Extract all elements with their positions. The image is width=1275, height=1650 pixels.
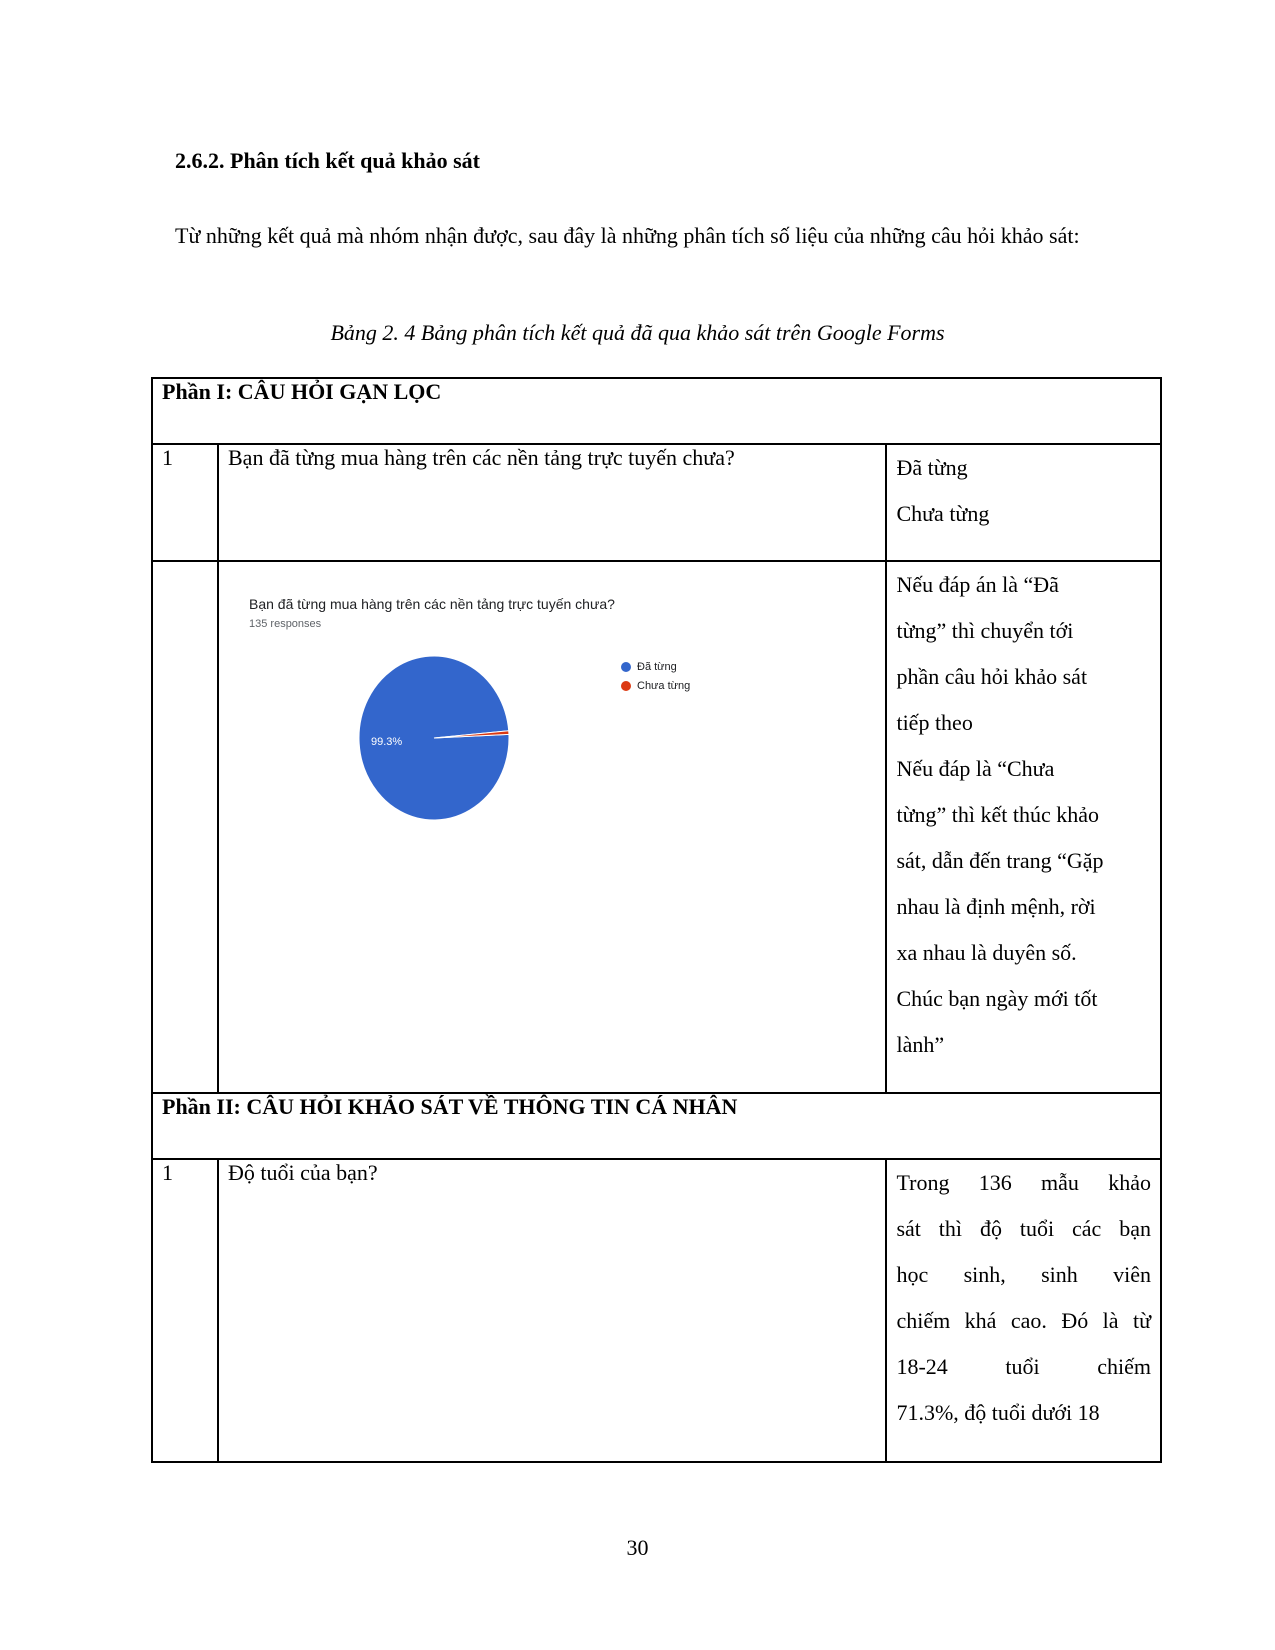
legend-item: [621, 657, 690, 676]
answer-options: [886, 444, 1161, 561]
pie-svg: [359, 656, 569, 836]
text-line: tiếp theo: [896, 710, 973, 735]
text-line: xa nhau là duyên số.: [896, 940, 1077, 965]
option-item: Chưa từng: [896, 501, 990, 526]
part2-title: Phần II: CÂU HỎI KHẢO SÁT VỀ THÔNG TIN CÁ NHÂN: [152, 1093, 1161, 1159]
text-line: Nếu đáp án là “Đã: [896, 572, 1059, 597]
chart-cell: [218, 561, 886, 1093]
text-line: sát thì độ tuổi các bạn: [896, 1216, 1151, 1241]
legend-swatch: [621, 681, 631, 691]
text-line: từng” thì chuyển tới: [896, 618, 1074, 643]
intro-paragraph: Từ những kết quả mà nhóm nhận được, sau đây là những phân tích số liệu của những câu hỏi khảo sát:: [175, 223, 1080, 248]
legend-label: Đã từng: [637, 660, 677, 673]
pie-data-label: 99.3%: [371, 736, 403, 748]
chart-subtitle: 135 responses: [249, 618, 322, 630]
chart-title: Bạn đã từng mua hàng trên các nền tảng trực tuyến chưa?: [249, 596, 615, 612]
text-line: lành”: [896, 1032, 945, 1057]
text-line: Chúc bạn ngày mới tốt: [896, 986, 1098, 1011]
part1-header-row: [152, 378, 1161, 444]
legend-swatch: [621, 662, 631, 672]
text-line: 71.3%, độ tuổi dưới 18: [896, 1400, 1100, 1425]
question-number: 1: [152, 1159, 218, 1462]
text-line: Nếu đáp là “Chưa: [896, 756, 1055, 781]
routing-note: [886, 561, 1161, 1093]
option-item: Đã từng: [896, 455, 968, 480]
page-number: 30: [626, 1535, 649, 1560]
text-line: Trong 136 mẫu khảo: [896, 1170, 1151, 1195]
legend-label: Chưa từng: [637, 679, 691, 692]
text-line: sát, dẫn đến trang “Gặp: [896, 848, 1104, 873]
part2-header-row: [152, 1093, 1161, 1159]
legend-item: [621, 676, 690, 695]
question-text: Bạn đã từng mua hàng trên các nền tảng trực tuyến chưa?: [218, 444, 886, 561]
text-line: từng” thì kết thúc khảo: [896, 802, 1099, 827]
text-line: nhau là định mệnh, rời: [896, 894, 1096, 919]
pie-chart: [219, 562, 889, 862]
chart-legend: [621, 657, 690, 695]
part1-chart-row: [152, 561, 1161, 1093]
text-line: chiếm khá cao. Đó là từ: [896, 1308, 1151, 1333]
part2-q1-row: [152, 1159, 1161, 1462]
question-text: Độ tuổi của bạn?: [218, 1159, 886, 1462]
answer-analysis: [886, 1159, 1161, 1462]
text-line: phần câu hỏi khảo sát: [896, 664, 1088, 689]
question-number: 1: [152, 444, 218, 561]
section-heading: 2.6.2. Phân tích kết quả khảo sát: [175, 148, 481, 173]
empty-number-cell: [152, 561, 218, 1093]
part1-q1-row: [152, 444, 1161, 561]
text-line: 18-24 tuổi chiếm: [896, 1354, 1151, 1379]
text-line: học sinh, sinh viên: [896, 1262, 1151, 1287]
part1-title: Phần I: CÂU HỎI GẠN LỌC: [152, 378, 1161, 444]
survey-analysis-table: [151, 377, 1162, 1463]
table-caption: Bảng 2. 4 Bảng phân tích kết quả đã qua khảo sát trên Google Forms: [330, 320, 945, 345]
